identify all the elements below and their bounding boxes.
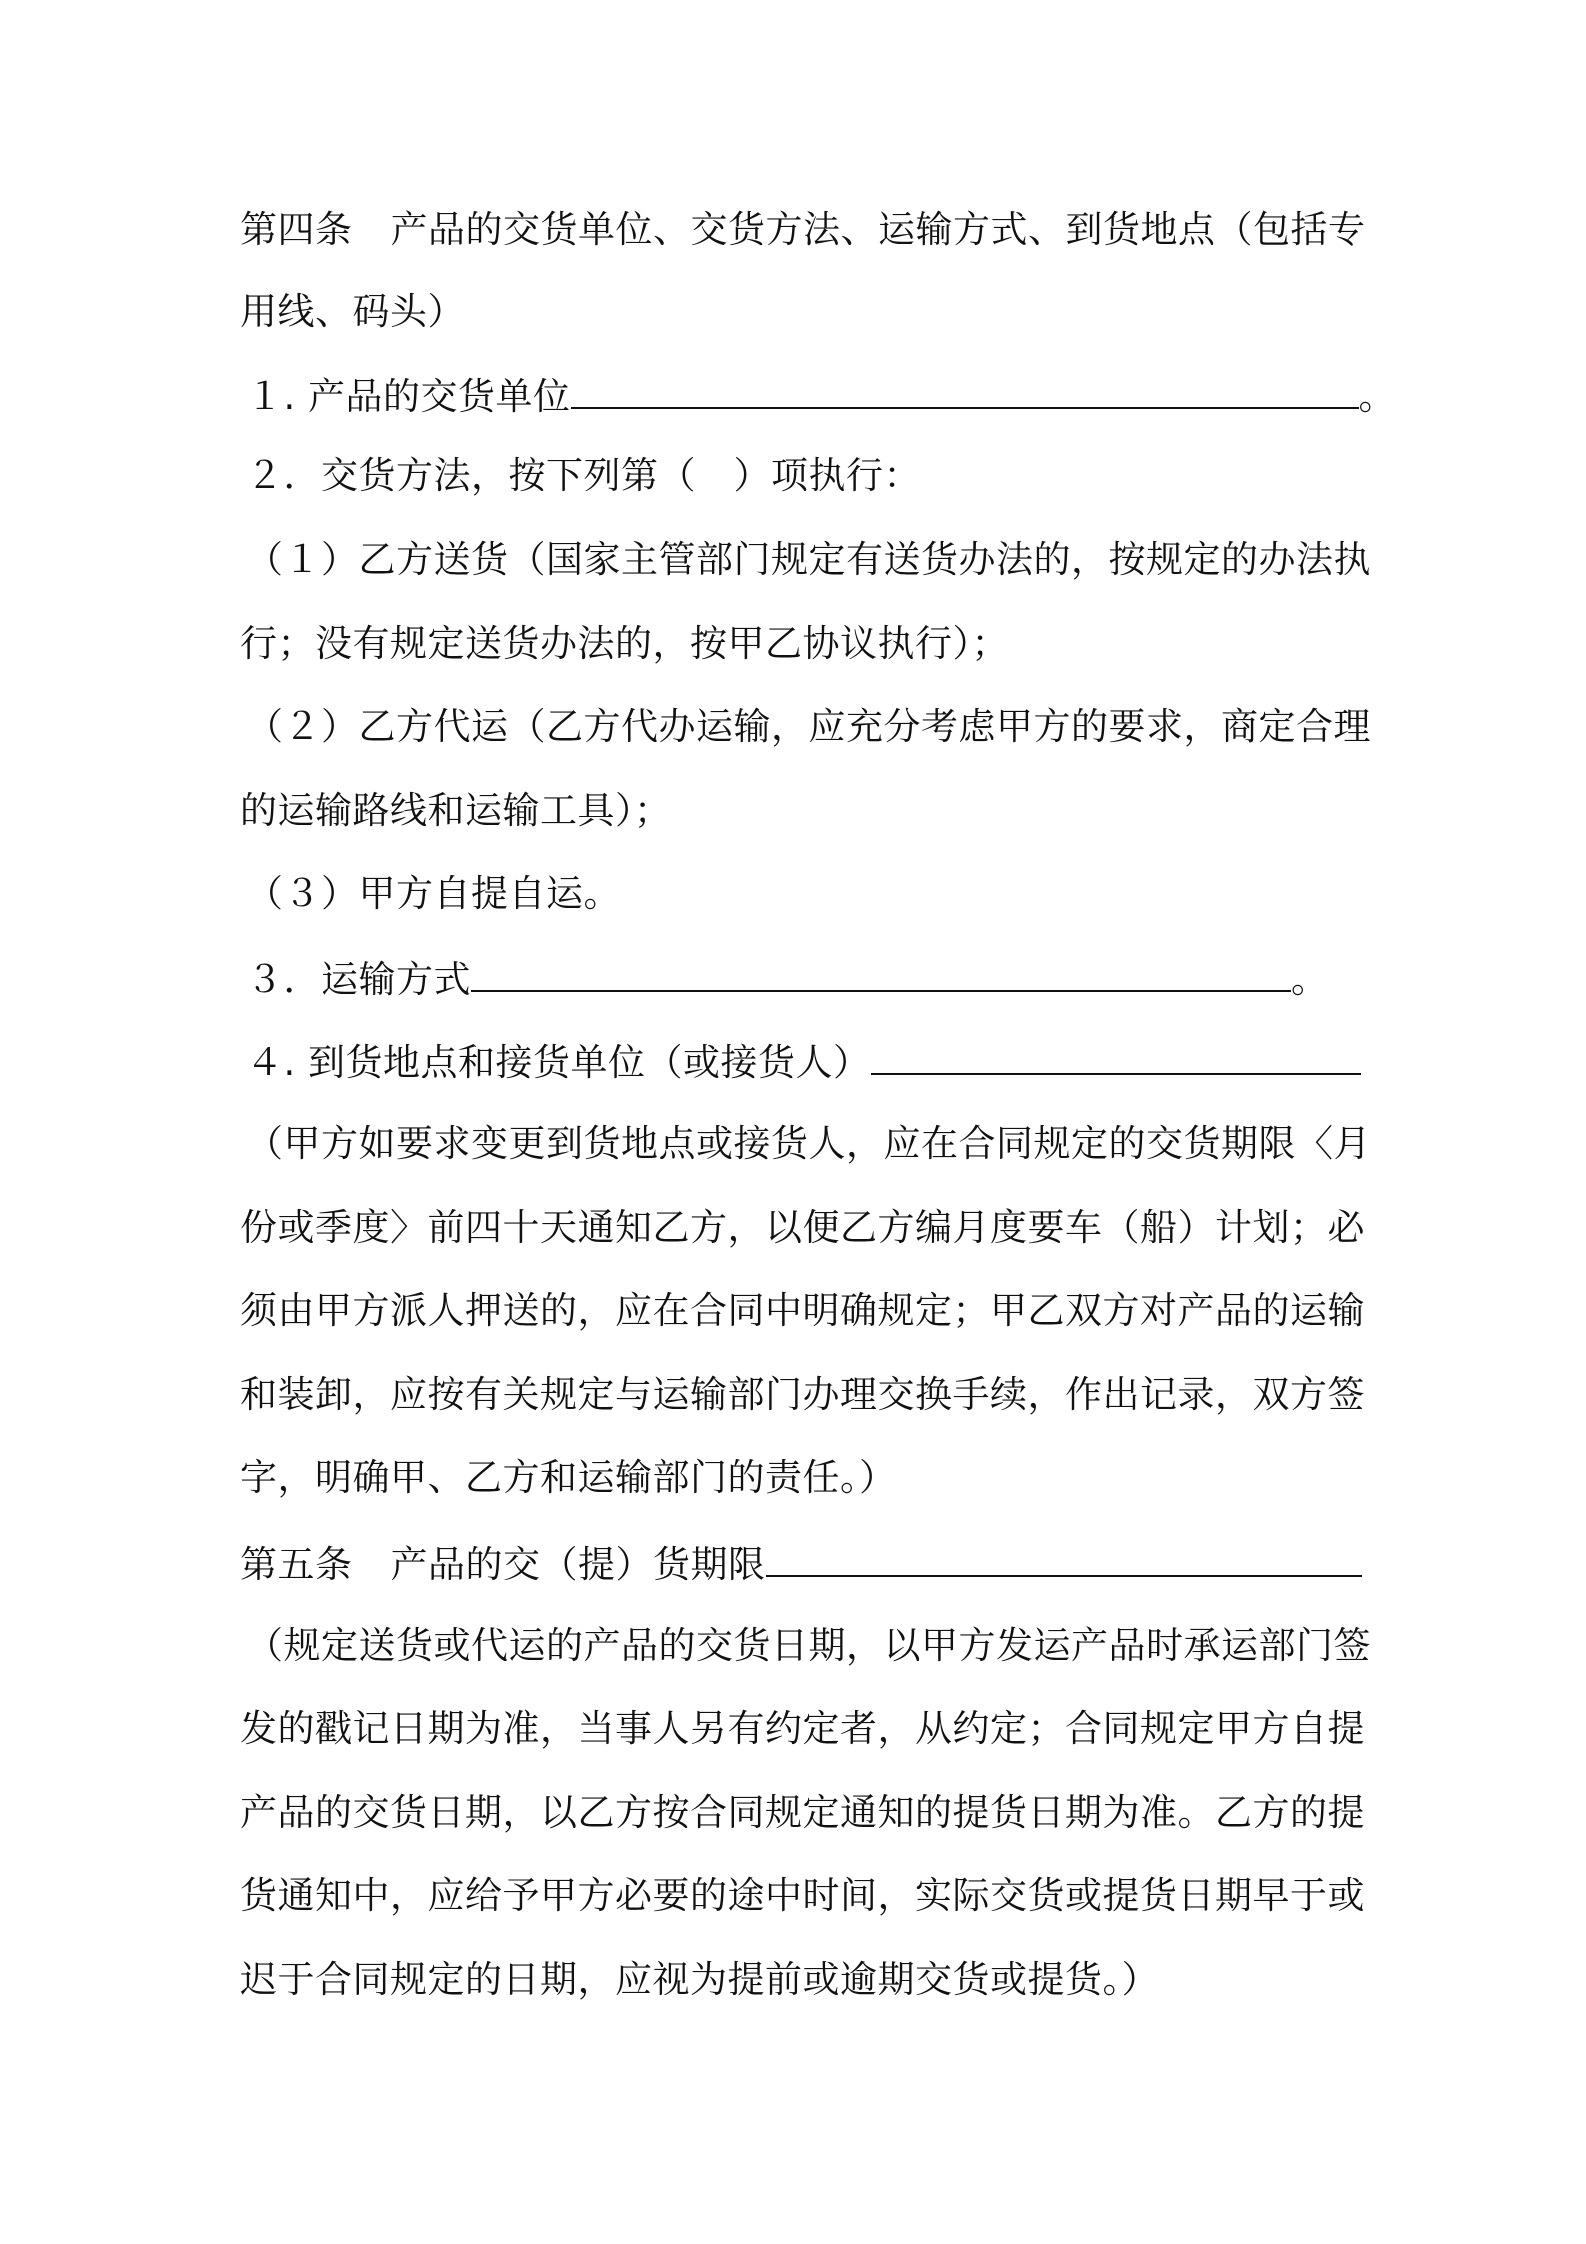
item-3-text: ３．运输方式 bbox=[246, 958, 471, 1001]
item-4-note-line2: 份或季度〉前四十天通知乙方，以便乙方编月度要车（船）计划；必 bbox=[240, 1206, 1365, 1249]
item-3-end: 。 bbox=[1291, 958, 1329, 1001]
item-3-line bbox=[246, 952, 1376, 1005]
article-5-note-line1: （规定送货或代运的产品的交货日期，以甲方发运产品时承运部门签 bbox=[246, 1624, 1371, 1667]
item-4-note-line4: 和装卸，应按有关规定与运输部门办理交换手续，作出记录，双方签 bbox=[240, 1373, 1365, 1416]
item-1-blank[interactable] bbox=[571, 369, 1359, 409]
article-5-blank[interactable] bbox=[766, 1537, 1362, 1577]
item-3-blank[interactable] bbox=[471, 952, 1291, 992]
option-2-line2: 的运输路线和运输工具）； bbox=[240, 789, 672, 832]
item-4-blank[interactable] bbox=[871, 1035, 1361, 1075]
article-5-label: 第五条 bbox=[240, 1543, 353, 1586]
item-1-text: １. 产品的交货单位 bbox=[246, 375, 571, 418]
item-1-end: 。 bbox=[1358, 375, 1397, 418]
option-1-line1: （１）乙方送货（国家主管部门规定有送货办法的，按规定的办法执 bbox=[246, 538, 1371, 581]
article-5-note-line3: 产品的交货日期，以乙方按合同规定通知的提货日期为准。乙方的提 bbox=[240, 1791, 1365, 1834]
item-2-text: ２．交货方法，按下列第（ ）项执行： bbox=[246, 454, 921, 497]
article-4-title-line1: 产品的交货单位、交货方法、运输方式、到货地点（包括专 bbox=[390, 208, 1366, 251]
article-4-title-line2: 用线、码头） bbox=[240, 290, 465, 333]
article-5-note-line2: 发的戳记日期为准，当事人另有约定者，从约定；合同规定甲方自提 bbox=[240, 1707, 1365, 1750]
article-5-title: 产品的交（提）货期限 bbox=[390, 1543, 766, 1586]
article-4-label: 第四条 bbox=[240, 208, 353, 251]
option-3-line1: （３）甲方自提自运。 bbox=[246, 872, 621, 915]
article-5-heading bbox=[240, 1537, 1370, 1590]
article-5-note-line5: 迟于合同规定的日期，应视为提前或逾期交货或提货。） bbox=[240, 1958, 1159, 2001]
item-4-text: ４. 到货地点和接货单位（或接货人） bbox=[246, 1041, 871, 1084]
item-4-note-line1: （甲方如要求变更到货地点或接货人，应在合同规定的交货期限〈月 bbox=[246, 1122, 1371, 1165]
option-2-line1: （２）乙方代运（乙方代办运输，应充分考虑甲方的要求，商定合理 bbox=[246, 705, 1371, 748]
item-4-line bbox=[246, 1035, 1376, 1088]
item-1-line bbox=[246, 369, 1397, 422]
option-1-line2: 行；没有规定送货办法的，按甲乙协议执行）； bbox=[240, 622, 1009, 665]
item-4-note-line3: 须由甲方派人押送的，应在合同中明确规定；甲乙双方对产品的运输 bbox=[240, 1289, 1365, 1332]
item-4-note-line5: 字，明确甲、乙方和运输部门的责任。） bbox=[240, 1456, 897, 1499]
article-4-heading bbox=[240, 205, 1370, 255]
article-5-note-line4: 货通知中，应给予甲方必要的途中时间，实际交货或提货日期早于或 bbox=[240, 1874, 1365, 1917]
